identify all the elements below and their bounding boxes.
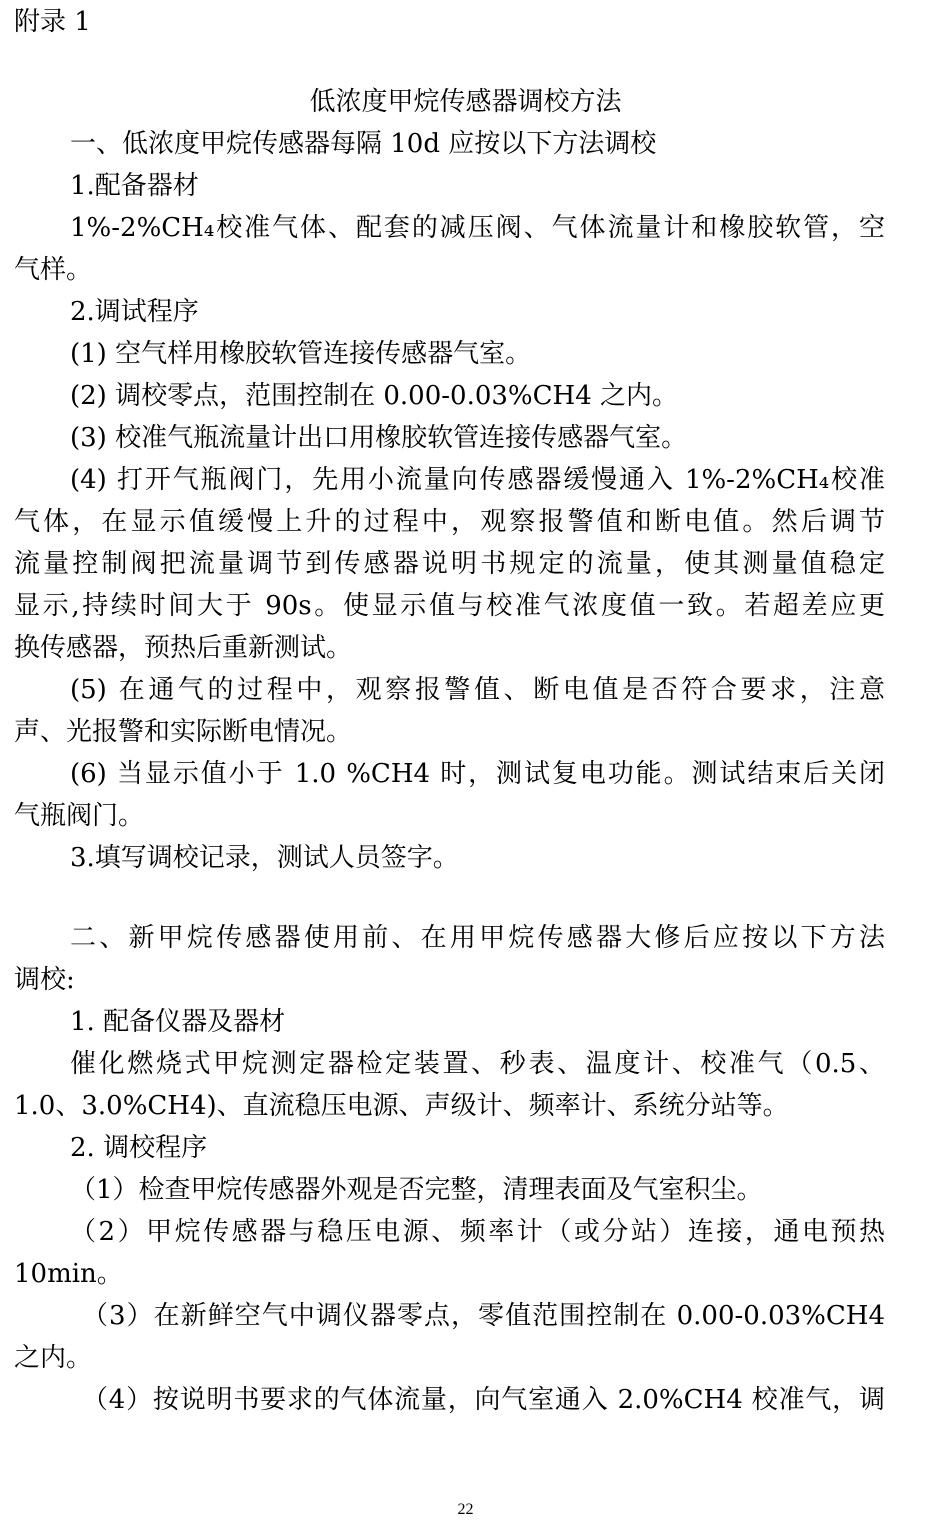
section1-step5: (5) 在通气的过程中，观察报警值、断电值是否符合要求，注意 [70, 675, 885, 705]
section2-sub1: 1. 配备仪器及器材 [70, 1007, 286, 1037]
section1-step3: (3) 校准气瓶流量计出口用橡胶软管连接传感器气室。 [70, 423, 688, 453]
section2-step2-cont: 10min。 [14, 1259, 123, 1289]
section2-step2: （2）甲烷传感器与稳压电源、频率计（或分站）连接，通电预热 [70, 1217, 885, 1247]
section1-step6-cont: 气瓶阀门。 [14, 801, 145, 831]
page-title: 低浓度甲烷传感器调校方法 [309, 87, 622, 117]
section1-step5-cont: 声、光报警和实际断电情况。 [14, 717, 353, 747]
section2-heading-cont: 调校: [14, 965, 75, 995]
section2-step3: （3）在新鲜空气中调仪器零点，零值范围控制在 0.00-0.03%CH4 [82, 1301, 885, 1331]
section1-step4-cont: 显示,持续时间大于 90s。使显示值与校准气浓度值一致。若超差应更 [14, 591, 885, 621]
section1-sub1: 1.配备器材 [70, 171, 199, 201]
section1-heading: 一、低浓度甲烷传感器每隔 10d 应按以下方法调校 [70, 129, 657, 159]
section1-sub1-text-cont: 气样。 [14, 255, 93, 285]
section2-sub2: 2. 调校程序 [70, 1133, 208, 1163]
section1-sub3: 3.填写调校记录，测试人员签字。 [70, 843, 459, 873]
appendix-label: 附录 1 [14, 7, 91, 37]
section2-sub1-text: 催化燃烧式甲烷测定器检定装置、秒表、温度计、校准气（0.5、 [70, 1049, 885, 1079]
section1-step4-cont: 换传感器，预热后重新测试。 [14, 633, 353, 663]
section1-step4-cont: 流量控制阀把流量调节到传感器说明书规定的流量，使其测量值稳定 [14, 549, 885, 579]
section1-sub1-text: 1%-2%CH₄校准气体、配套的减压阀、气体流量计和橡胶软管，空 [70, 213, 885, 243]
section1-step4-cont: 气体，在显示值缓慢上升的过程中，观察报警值和断电值。然后调节 [14, 507, 885, 537]
section1-step4: (4) 打开气瓶阀门，先用小流量向传感器缓慢通入 1%-2%CH₄校准 [70, 465, 885, 495]
section2-step3-cont: 之内。 [14, 1343, 93, 1373]
section1-step2: (2) 调校零点，范围控制在 0.00-0.03%CH4 之内。 [70, 381, 679, 411]
section2-step1: （1）检查甲烷传感器外观是否完整，清理表面及气室积尘。 [70, 1175, 763, 1205]
section1-step1: (1) 空气样用橡胶软管连接传感器气室。 [70, 339, 532, 369]
section2-sub1-text-cont: 1.0、3.0%CH4)、直流稳压电源、声级计、频率计、系统分站等。 [14, 1091, 789, 1121]
section2-heading: 二、新甲烷传感器使用前、在用甲烷传感器大修后应按以下方法 [70, 923, 885, 953]
page-number: 22 [457, 1501, 474, 1518]
section1-sub2: 2.调试程序 [70, 297, 199, 327]
section2-step4: （4）按说明书要求的气体流量，向气室通入 2.0%CH4 校准气，调 [82, 1385, 885, 1415]
section1-step6: (6) 当显示值小于 1.0 %CH4 时，测试复电功能。测试结束后关闭 [70, 759, 885, 789]
